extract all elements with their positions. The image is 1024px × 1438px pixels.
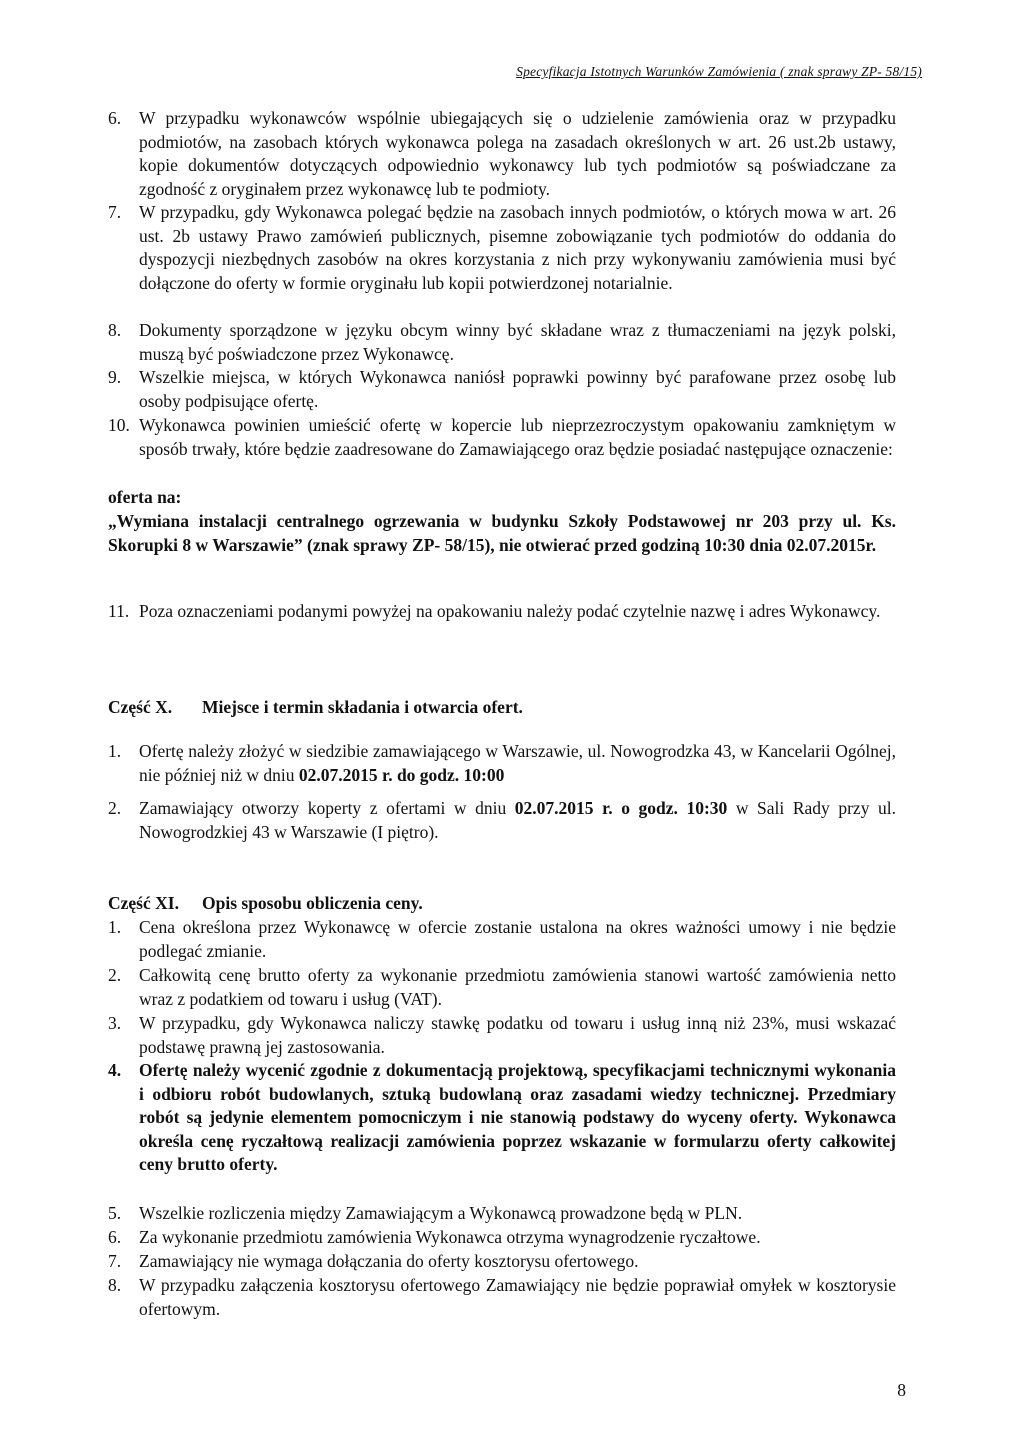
item-text: Zamawiający nie wymaga dołączania do oferty kosztorysu ofertowego. — [139, 1251, 639, 1271]
item-number: 1. — [108, 741, 122, 761]
item-text: Wykonawca powinien umieścić ofertę w kopercie lub nieprzezroczystym opakowaniu zamkniętym w sposób trwały, które będzie zaadresowane do Zamawiającego oraz będzie posiadać następujące oznaczenie: — [139, 415, 896, 459]
item-text-part: Zamawiający otworzy koperty z ofertami w dniu — [139, 798, 515, 818]
list-item — [108, 600, 896, 624]
list-item — [108, 1012, 896, 1059]
item-number: 6. — [108, 1227, 122, 1247]
list-item — [108, 319, 896, 366]
item-text: W przypadku, gdy Wykonawca naliczy stawkę podatku od towaru i usług inną niż 23%, musi wskazać podstawę prawną jej zastosowania. — [139, 1013, 896, 1057]
item-text: Wszelkie rozliczenia między Zamawiającym a Wykonawcą prowadzone będą w PLN. — [139, 1203, 743, 1223]
item-opening-time: 02.07.2015 r. o godz. 10:30 — [514, 798, 728, 818]
item-number: 8. — [108, 1275, 122, 1295]
item-text — [139, 740, 896, 787]
item-number: 4. — [108, 1060, 122, 1080]
list-item — [108, 366, 896, 413]
list-item — [108, 740, 896, 787]
item-number: 9. — [108, 367, 122, 387]
section-heading-xi — [108, 893, 423, 914]
list-item — [108, 797, 896, 844]
item-deadline: 02.07.2015 r. do godz. 10:00 — [298, 764, 505, 785]
item-number: 11. — [108, 601, 130, 621]
item-text: W przypadku, gdy Wykonawca polegać będzie na zasobach innych podmiotów, o których mowa w art. 26 ust. 2b ustawy Prawo zamówień publicznych, pisemne zobowiązanie tych podmiotów do oddania do dyspozycji niezbędnych zasobów na okres korzystania z nich przy wykonywaniu zamówienia musi być dołączone do oferty w formie oryginału lub kopii potwierdzonej notarialnie. — [139, 202, 896, 293]
item-text-part: Ofertę należy złożyć w siedzibie zamawiającego w Warszawie, ul. Nowogrodzka 43, w Kancelarii Ogólnej, nie później niż w dniu — [139, 741, 896, 785]
item-text: Dokumenty sporządzone w języku obcym winny być składane wraz z tłumaczeniami na język polski, muszą być poświadczone przez Wykonawcę. — [139, 320, 896, 364]
item-number: 7. — [108, 1251, 122, 1271]
offer-label: oferta na: — [108, 487, 182, 507]
item-text: Cena określona przez Wykonawcę w ofercie zostanie ustalona na okres ważności umowy i nie będzie podlegać zmianie. — [139, 917, 896, 961]
list-item — [108, 964, 896, 1011]
list-item — [108, 1226, 896, 1250]
section-number: Część XI. — [108, 893, 179, 913]
page-number: 8 — [897, 1380, 906, 1400]
section-title: Miejsce i termin składania i otwarcia ofert. — [202, 697, 523, 717]
item-number: 5. — [108, 1203, 122, 1223]
document-header: Specyfikacja Istotnych Warunków Zamówienia ( znak sprawy ZP- 58/15) — [516, 64, 922, 79]
item-text-part: w Sali Rady przy ul. Nowogrodzkiej 43 w Warszawie (I piętro). — [139, 798, 896, 842]
item-number: 3. — [108, 1013, 122, 1033]
item-number: 10. — [108, 415, 130, 435]
list-item — [108, 1059, 896, 1177]
item-number: 2. — [108, 798, 122, 818]
list-item — [108, 201, 896, 295]
list-item — [108, 1250, 896, 1274]
list-item — [108, 1202, 896, 1226]
item-text: Ofertę należy wycenić zgodnie z dokumentacją projektową, specyfikacjami technicznymi wykonania i odbioru robót budowlanych, sztuką budowlaną oraz zasadami wiedzy technicznej. Przedmiary robót są jedynie elementem pomocniczym i nie stanowią podstawy do wyceny oferty. Wykonawca określa cenę ryczałtową realizacji zamówienia poprzez wskazanie w formularzu oferty całkowitej ceny brutto oferty. — [139, 1060, 896, 1174]
item-text: Całkowitą cenę brutto oferty za wykonanie przedmiotu zamówienia stanowi wartość zamówienia netto wraz z podatkiem od towaru i usług (VAT). — [139, 965, 896, 1009]
section-number: Część X. — [108, 697, 173, 717]
section-title: Opis sposobu obliczenia ceny. — [202, 893, 423, 913]
item-number: 1. — [108, 917, 122, 937]
item-number: 2. — [108, 965, 122, 985]
item-text: W przypadku załączenia kosztorysu ofertowego Zamawiający nie będzie poprawiał omyłek w kosztorysie ofertowym. — [139, 1275, 896, 1319]
section-heading-x — [108, 697, 523, 718]
offer-marking-text: „Wymiana instalacji centralnego ogrzewania w budynku Szkoły Podstawowej nr 203 przy ul. Ks. Skorupki 8 w Warszawie” (znak sprawy ZP- 58/15), nie otwierać przed godziną 10:30 dnia 02.07.2015r. — [108, 511, 896, 555]
list-item — [108, 1274, 896, 1321]
item-text: W przypadku wykonawców wspólnie ubiegających się o udzielenie zamówienia oraz w przypadku podmiotów, na zasobach których wykonawca polega na zasadach określonych w art. 26 ust.2b ustawy, kopie dokumentów dotyczących odpowiednio wykonawcy lub tych podmiotów są poświadczane za zgodność z oryginałem przez wykonawcę lub te podmioty. — [139, 108, 896, 199]
list-item — [108, 414, 896, 461]
item-text: Wszelkie miejsca, w których Wykonawca naniósł poprawki powinny być parafowane przez osobę lub osoby podpisujące ofertę. — [139, 367, 896, 411]
item-text: Poza oznaczeniami podanymi powyżej na opakowaniu należy podać czytelnie nazwę i adres Wykonawcy. — [139, 601, 881, 621]
item-number: 8. — [108, 320, 122, 340]
item-number: 6. — [108, 108, 122, 128]
item-text: Za wykonanie przedmiotu zamówienia Wykonawca otrzyma wynagrodzenie ryczałtowe. — [139, 1227, 761, 1247]
list-item — [108, 107, 896, 201]
item-number: 7. — [108, 202, 122, 222]
item-text — [139, 797, 896, 844]
list-item — [108, 916, 896, 963]
